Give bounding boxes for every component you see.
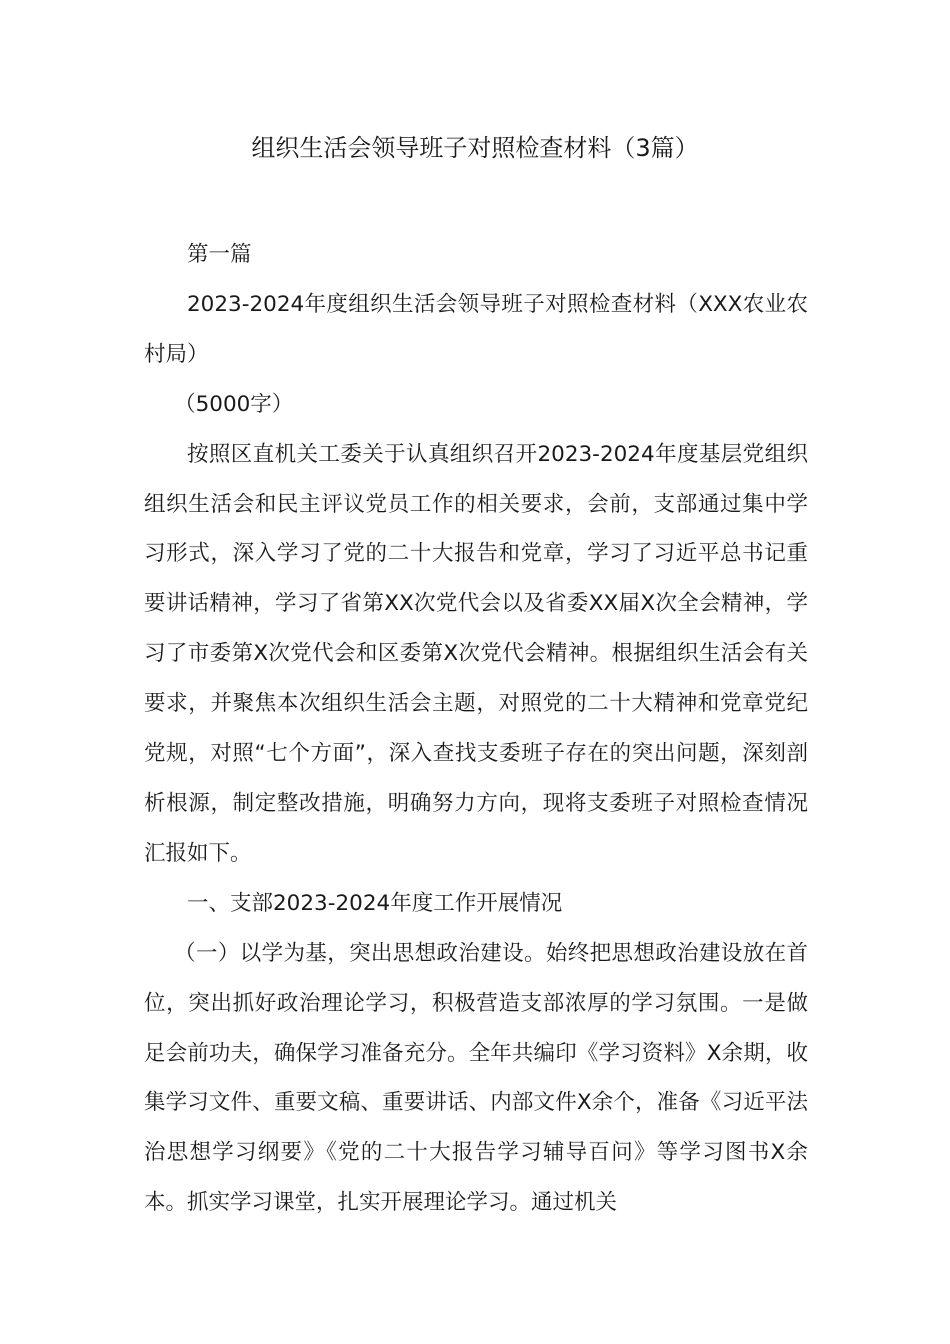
document-title: 组织生活会领导班子对照检查材料（3篇） xyxy=(251,134,699,162)
section-heading-one: 一、支部2023-2024年度工作开展情况 xyxy=(187,890,563,916)
subtitle-paragraph: 2023-2024年度组织生活会领导班子对照检查材料（XXX农业农村局） xyxy=(144,291,808,367)
document-body xyxy=(144,230,808,1228)
intro-paragraph: 按照区直机关工委关于认真组织召开2023-2024年度基层党组织组织生活会和民主评议党员工作的相关要求，会前，支部通过集中学习形式，深入学习了党的二十大报告和党章，学习了习近平总书记重要讲话精神，学习了省第XX次党代会以及省委XX届X次全会精神，学习了市委第X次党代会和区委第X次党代会精神。根据组织生活会有关要求，并聚焦本次组织生活会主题，对照党的二十大精神和党章党纪党规，对照“七个方面”，深入查找支委班子存在的突出问题，深刻剖析根源，制定整改措施，明确努力方向，现将支委班子对照检查情况汇报如下。 xyxy=(144,441,808,866)
body-paragraph: （一）以学为基，突出思想政治建设。始终把思想政治建设放在首位，突出抓好政治理论学习，积极营造支部浓厚的学习氛围。一是做足会前功夫，确保学习准备充分。全年共编印《学习资料》X余期，收集学习文件、重要文稿、重要讲话、内部文件X余个，准备《习近平法治思想学习纲要》《党的二十大报告学习辅导百问》等学习图书X余本。抓实学习课堂，扎实开展理论学习。通过机关 xyxy=(144,940,808,1216)
word-count-note: （5000字） xyxy=(174,391,294,417)
section-heading-part-one: 第一篇 xyxy=(187,242,252,267)
